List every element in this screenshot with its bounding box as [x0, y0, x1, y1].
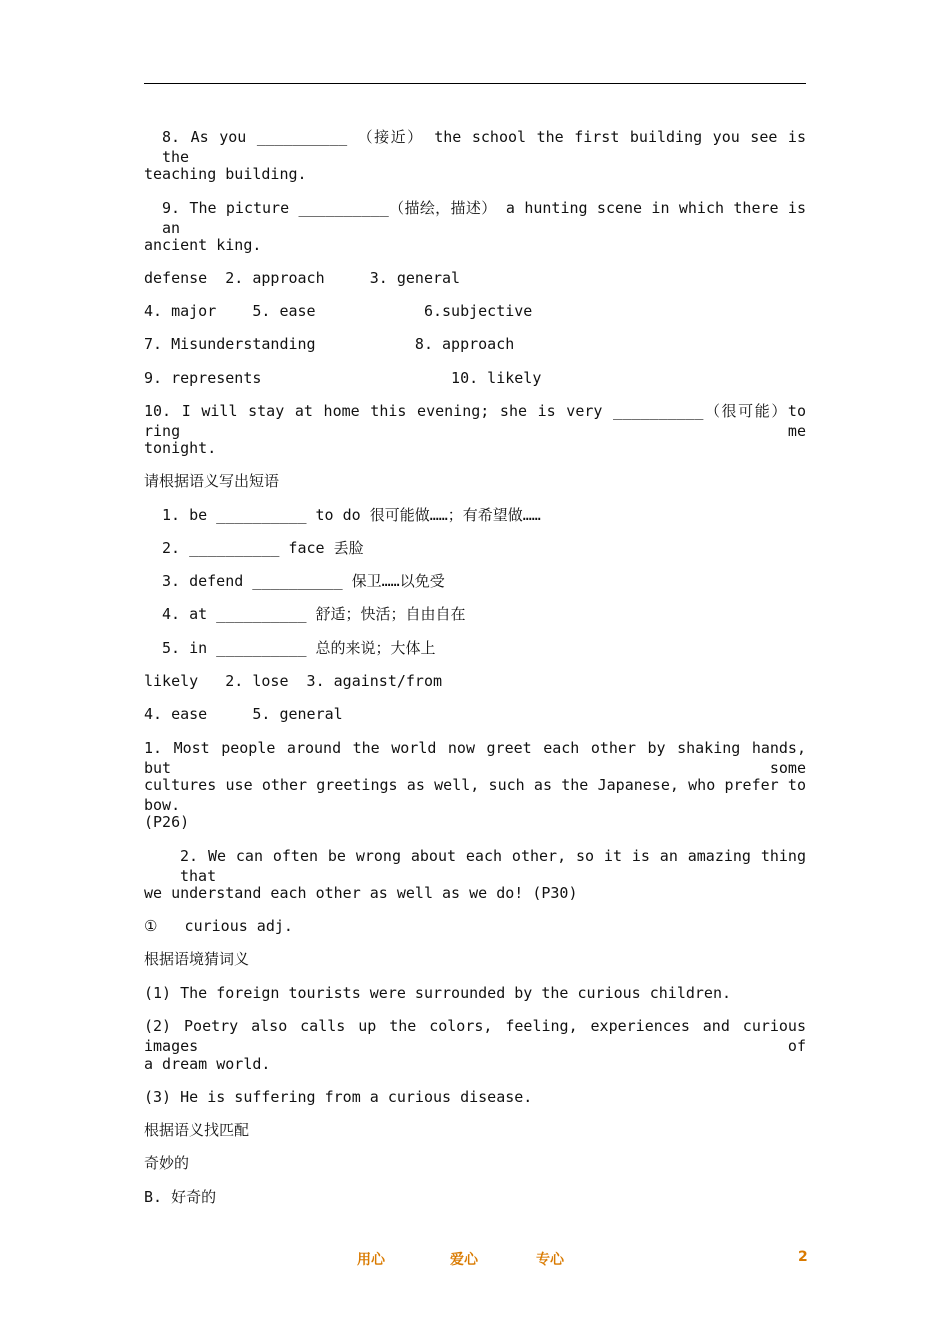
text-line: 3. defend __________ 保卫……以免受: [162, 572, 445, 590]
text-line: 1. Most people around the world now greet each other by shaking hands, but some: [144, 739, 806, 777]
footer-yongxin: 用心: [357, 1252, 385, 1268]
text-line: 根据语义找匹配: [144, 1121, 250, 1139]
text-line: 2. __________ face 丢脸: [162, 539, 364, 557]
text-line: likely 2. lose 3. against/from: [144, 672, 443, 690]
footer-zhuanxin: 专心: [536, 1252, 564, 1268]
text-line: ancient king.: [144, 236, 262, 254]
text-line: cultures use other greetings as well, such as the Japanese, who prefer to bow.: [144, 776, 806, 814]
text-line: (P26): [144, 813, 190, 831]
text-line: 10. I will stay at home this evening; she is very __________（很可能）to ring me: [144, 402, 806, 440]
footer-aixin: 爱心: [450, 1252, 478, 1268]
text-line: 4. ease 5. general: [144, 705, 343, 723]
text-line: tonight.: [144, 439, 217, 457]
text-line: 4. at __________ 舒适；快活；自由自在: [162, 605, 466, 623]
text-line: 4. major 5. ease 6.subjective: [144, 302, 533, 320]
text-line: 9. represents 10. likely: [144, 369, 542, 387]
header-rule: [144, 83, 806, 84]
text-line: 根据语境猜词义: [144, 950, 250, 968]
page-number: 2: [798, 1249, 808, 1265]
text-line: 7. Misunderstanding 8. approach: [144, 335, 515, 353]
text-line: 奇妙的: [144, 1154, 190, 1172]
text-line: B. 好奇的: [144, 1188, 217, 1206]
text-line: we understand each other as well as we do! (P30): [144, 884, 578, 902]
text-line: ① curious adj.: [144, 917, 293, 935]
text-line: (1) The foreign tourists were surrounded by the curious children.: [144, 984, 731, 1002]
text-line: 2. We can often be wrong about each other, so it is an amazing thing that: [180, 847, 806, 885]
text-line: (2) Poetry also calls up the colors, feeling, experiences and curious images of: [144, 1017, 806, 1055]
text-line: defense 2. approach 3. general: [144, 269, 461, 287]
text-line: 5. in __________ 总的来说；大体上: [162, 639, 436, 657]
text-line: 8. As you __________ （接近） the school the first building you see is the: [162, 128, 806, 166]
text-line: (3) He is suffering from a curious disease.: [144, 1088, 533, 1106]
text-line: 请根据语义写出短语: [144, 472, 280, 490]
text-line: 1. be __________ to do 很可能做……；有希望做……: [162, 506, 541, 524]
text-line: a dream world.: [144, 1055, 271, 1073]
text-line: teaching building.: [144, 165, 307, 183]
text-line: 9. The picture __________（描绘，描述） a hunting scene in which there is an: [162, 199, 806, 237]
